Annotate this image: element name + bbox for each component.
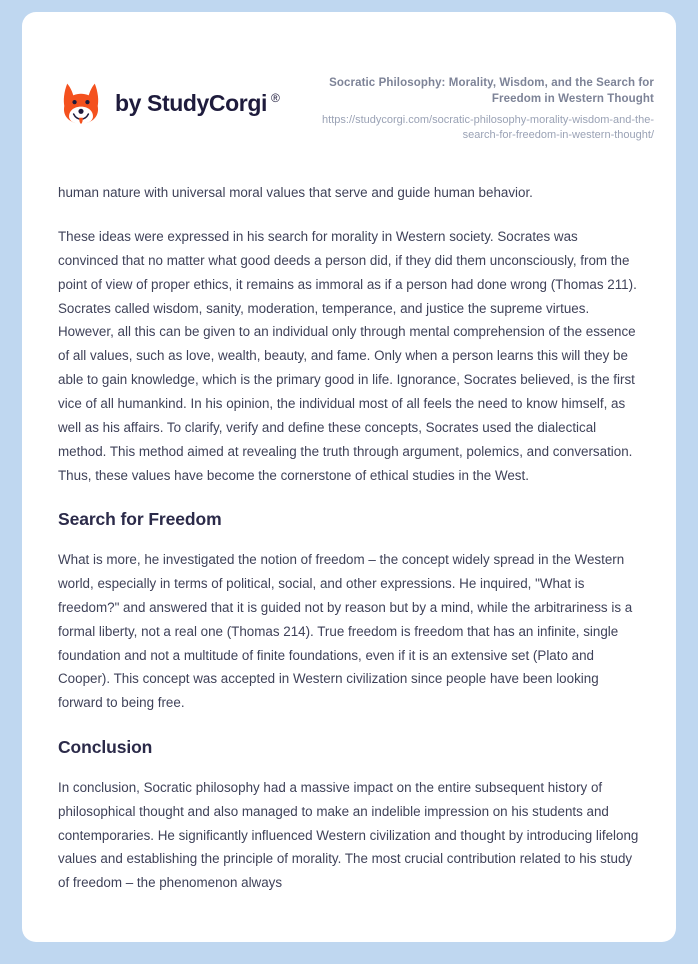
document-title: Socratic Philosophy: Morality, Wisdom, and the Search for Freedom in Western Thought [329, 77, 654, 105]
heading-conclusion: Conclusion [58, 737, 153, 758]
brand-wordmark [115, 90, 279, 117]
document-url[interactable]: https://studycorgi.com/socratic-philosophy-morality-wisdom-and-the-search-for-freedom-in-western-thought/ [322, 113, 654, 141]
corgi-face-icon [58, 80, 104, 126]
document-header [22, 12, 676, 143]
brand-name-text: by StudyCorgi [115, 89, 267, 116]
paragraph-morality: These ideas were expressed in his search for morality in Western society. Socrates was convinced that no matter what good deeds a person did, if they did them unconsciously, from the point of view of proper ethics, it remains as immoral as if a person had done wrong (Thomas 211). Socrates called wisdom, sanity, moderation, temperance, and justice the supreme virtues. However, all this can be given to an individual only through mental comprehension of the essence of all values, such as love, wealth, beauty, and fame. Only when a person learns this will they be able to gain knowledge, which is the primary good in life. Ignorance, Socrates believed, is the first vice of all humankind. In his opinion, the individual most of all feels the need to know himself, as well as his affairs. To clarify, verify and define these concepts, Socrates used the dialectical method. This method aimed at revealing the truth through argument, polemics, and conversation. Thus, these values have become the cornerstone of ethical studies in the West. [58, 228, 637, 483]
paragraph-continued: human nature with universal moral values that serve and guide human behavior. [58, 185, 533, 201]
paragraph-freedom: What is more, he investigated the notion of freedom – the concept widely spread in the Western world, especially in terms of political, social, and other expressions. He inquired, "What is freedom?" and answered that it is guided not by reason but by a mind, while the arbitrariness is a formal liberty, not a real one (Thomas 214). True freedom is freedom that has an infinite, single foundation and not a multitude of finite foundations, even if it is an extensive set (Plato and Cooper). This concept was accepted in Western civilization since people have been looking forward to being free. [58, 552, 633, 711]
section-search-for-freedom [58, 508, 640, 715]
document-body [22, 181, 676, 895]
paragraph-conclusion: In conclusion, Socratic philosophy had a massive impact on the entire subsequent history of philosophical thought and also managed to make an indelible impression on his students and contemporaries. He significantly influenced Western civilization and thought by introducing lifelong values and establishing the principle of morality. The most crucial contribution related to his study of freedom – the phenomenon always [58, 779, 639, 891]
registered-trademark-icon: ® [270, 90, 280, 105]
brand-logo-block[interactable] [58, 74, 279, 126]
document-page [22, 12, 676, 942]
section-conclusion [58, 736, 640, 895]
header-meta-block [306, 74, 654, 143]
heading-search-for-freedom: Search for Freedom [58, 509, 222, 530]
